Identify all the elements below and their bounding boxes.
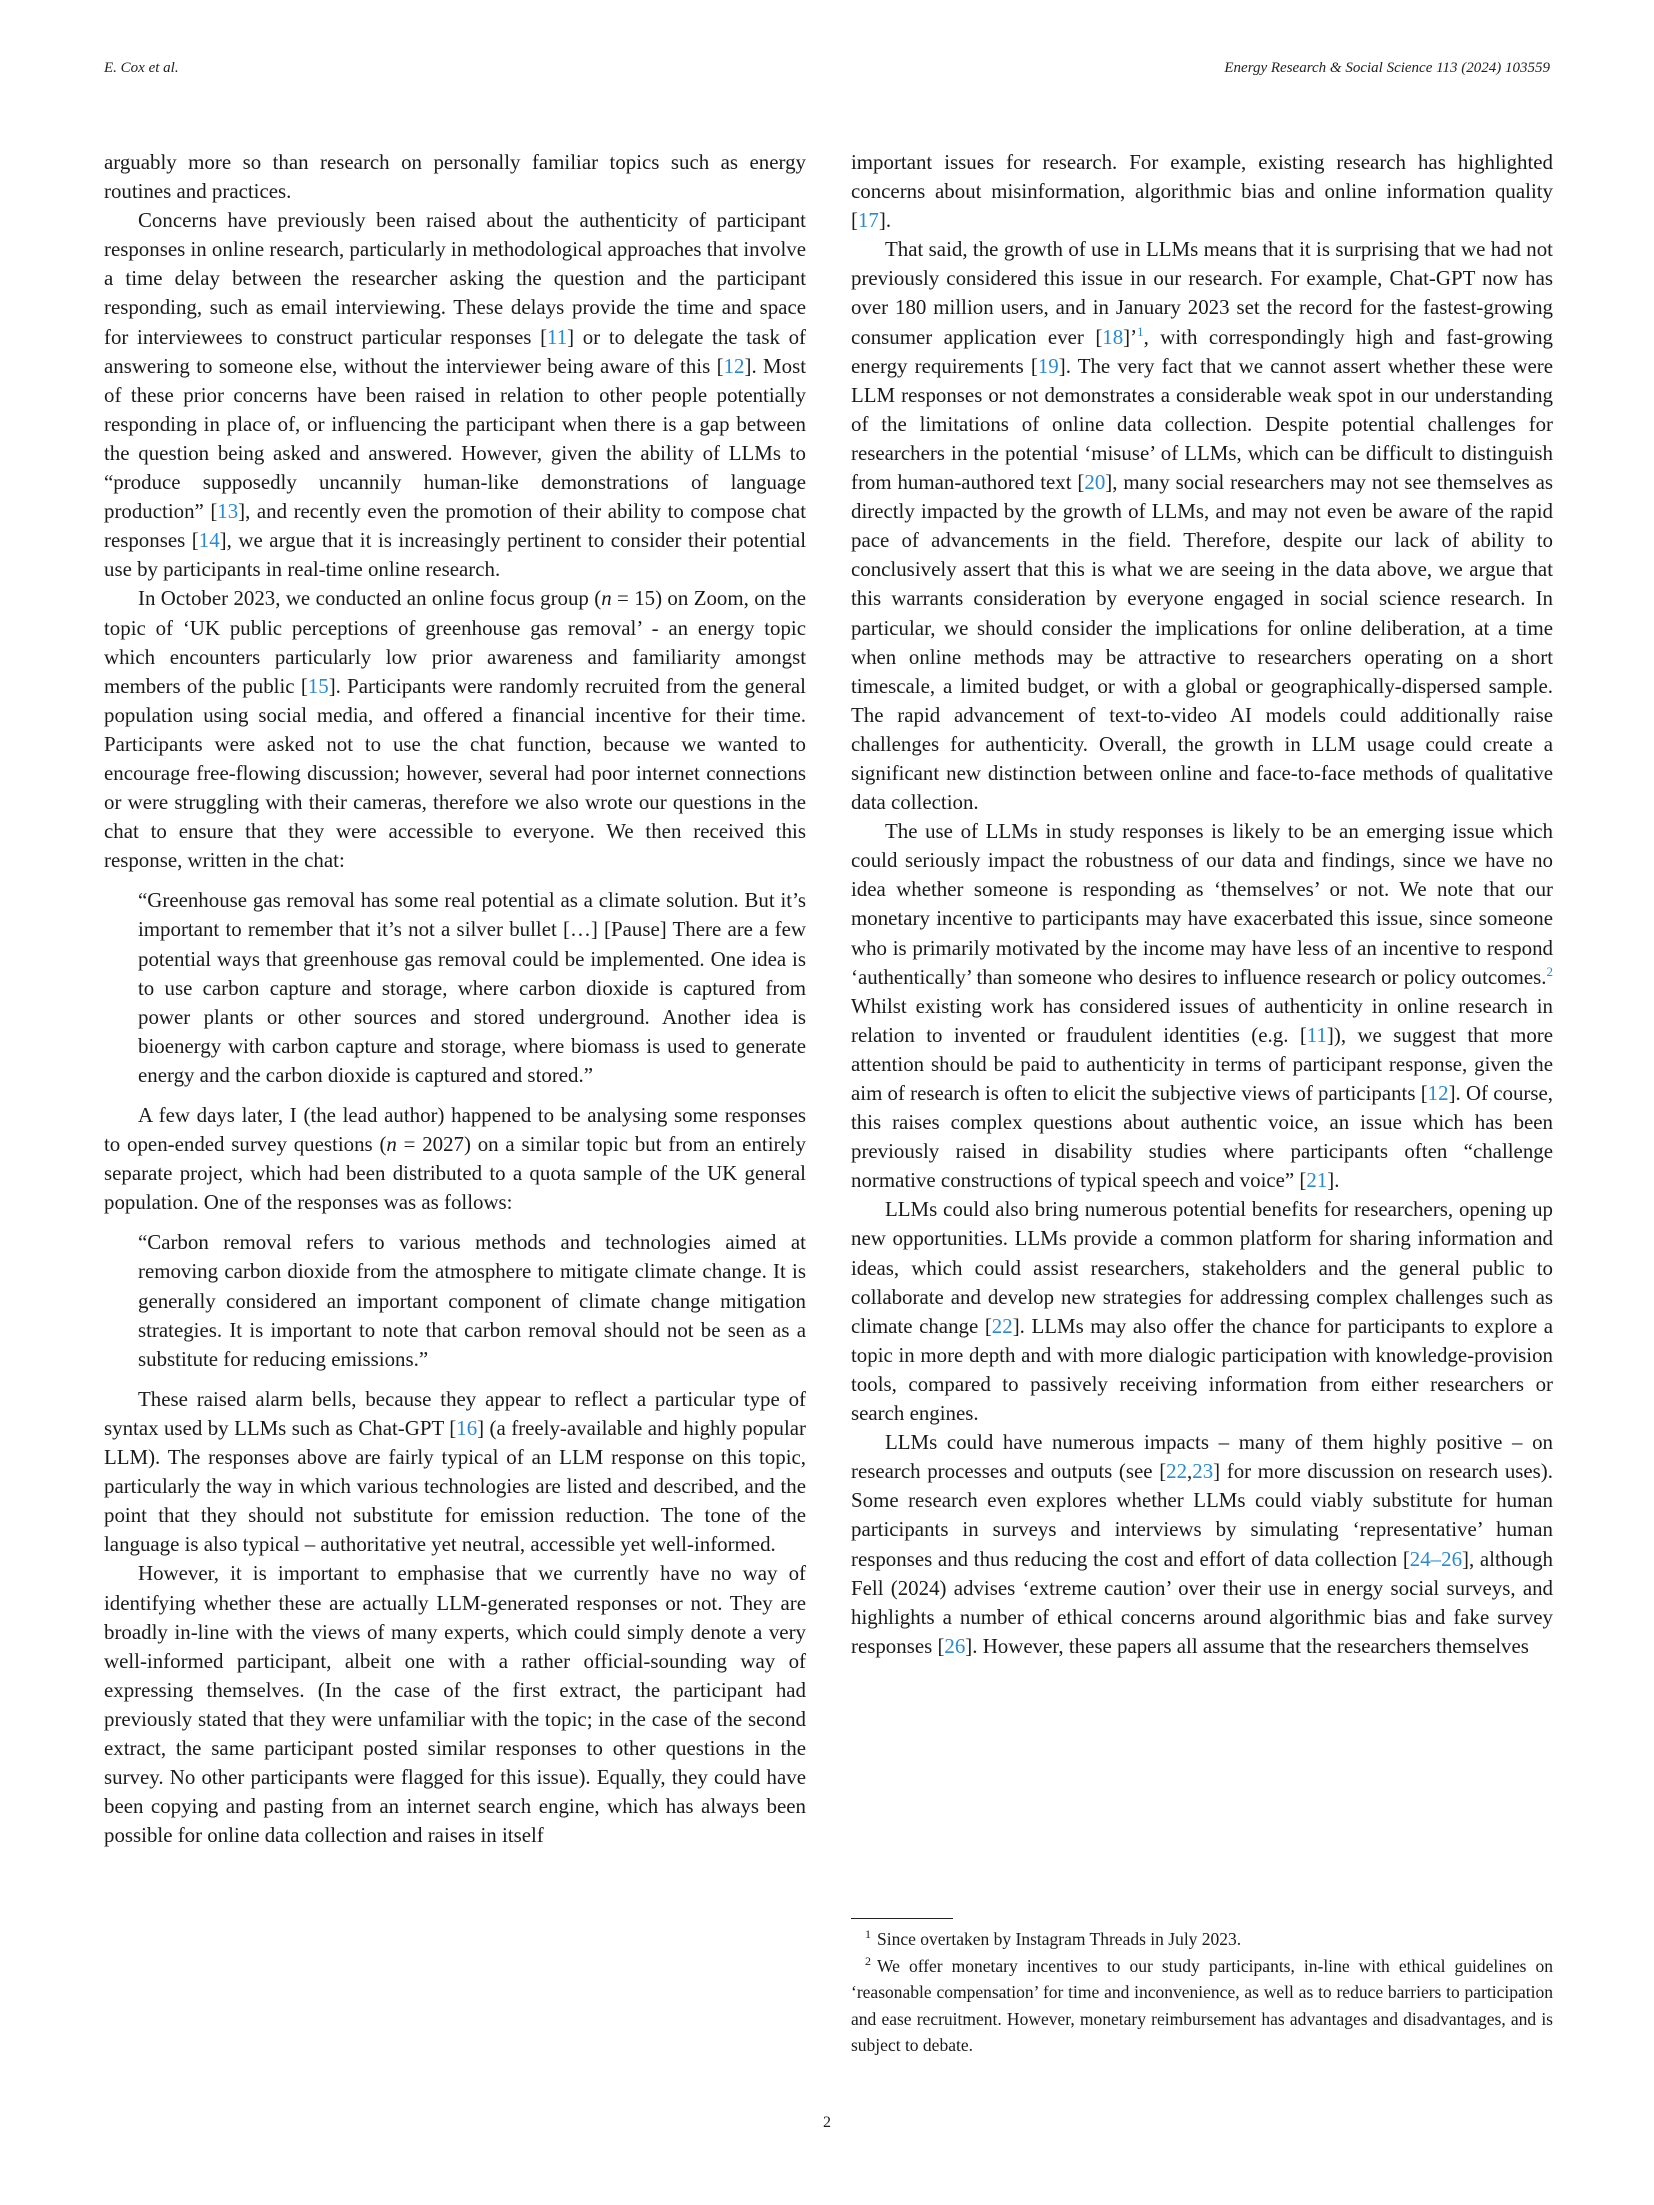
paragraph-text: ], many social researchers may not see themselves as directly impacted by the growth of LLMs, and may not even be aware of the rapid pace of advancements in the field. Therefore, despite our lack of ability to conclusively assert that this is what we are seeing in the data above, we argue that this warrants consideration by everyone engaged in social science research. In particular, we should consider the implications for online deliberation, at a time when online methods may be attractive to researchers operating on a short timescale, a limited budget, or with a global or geographically-dispersed sample. The rapid advancement of text-to-video AI models could additionally raise challenges for authenticity. Overall, the growth in LLM usage could create a significant new distinction between online and face-to-face methods of qualitative data collection. [851, 470, 1553, 815]
paragraph-text: ]. LLMs may also offer the chance for participants to explore a topic in more depth and with more dialogic participation with knowledge-provision tools, compared to passively receiving information from either researchers or search engines. [851, 1313, 1553, 1426]
paragraph-text: In October 2023, we conducted an online focus group ( [138, 586, 602, 611]
page-number: 2 [823, 2114, 831, 2131]
paragraph-text: ], we argue that it is increasingly pertinent to consider their potential use by participants in real-time online research. [104, 528, 806, 582]
citation-link[interactable]: 26 [944, 1633, 966, 1658]
footnote [851, 1926, 1553, 1953]
footnote-marker[interactable]: 1 [1137, 323, 1144, 339]
paragraph: LLMs could have numerous impacts – many of them highly positive – on research processes and outputs (see [22,23] for more discussion on research uses). Some research even explores whether LLMs could viably substitute for human participants in surveys and interviews by simulating ‘representative’ human responses and thus reducing the cost and effort of data collection [24–26], although Fell (2024) advises ‘extreme caution’ over their use in energy social surveys, and highlights a number of ethical concerns around algorithmic bias and fake survey responses [26]. However, these papers all assume that the researchers themselves [851, 1430, 1553, 1658]
paragraph-text: That said, the growth of use in LLMs means that it is surprising that we had not previously considered this issue in our research. For example, Chat-GPT now has over 180 million users, and in January 2023 set the record for the fastest-growing consumer application ever [ [851, 237, 1553, 349]
paragraph-text: ] or to delegate the task of answering to someone else, without the interviewer being aware of this [ [104, 324, 806, 378]
paragraph-text: ], and recently even the promotion of their ability to compose chat responses [ [104, 499, 806, 553]
paragraph [851, 817, 1553, 1195]
paragraph-text: ]ʼ [1123, 324, 1138, 349]
citation-link[interactable]: 13 [217, 499, 239, 524]
paragraph [104, 206, 806, 584]
paragraph [851, 148, 1553, 235]
citation-link[interactable]: 14 [198, 528, 220, 553]
footnote-number: 1 [865, 1927, 871, 1942]
paragraph-text: ] for more discussion on research uses). Some research even explores whether LLMs could viably substitute for human participants in surveys and interviews by simulating ‘representative’ human responses and thus reducing the cost and effort of data collection [ [851, 1459, 1553, 1571]
paragraph-text: = 15) on Zoom, on the topic of ‘UK public perceptions of greenhouse gas removal’ - an energy topic which encounters particularly low prior awareness and familiarity amongst members of the public [ [104, 586, 806, 698]
paragraph [851, 1195, 1553, 1428]
paragraph-text: ]. Most of these prior concerns have been raised in relation to other people potentially responding in place of, or influencing the participant when there is a gap between the question being asked and answered. However, given the ability of LLMs to “produce supposedly uncannily human-like demonstrations of language production” [ [104, 353, 807, 524]
paragraph [104, 584, 806, 875]
paragraph-text: important issues for research. For example, existing research has highlighted concerns about misinformation, algorithmic bias and online information quality [ [851, 150, 1553, 233]
running-header-authors: E. Cox et al. [104, 60, 179, 76]
math-variable: n [601, 586, 612, 611]
paragraph-text: arguably more so than research on personally familiar topics such as energy routines and practices. [104, 150, 806, 204]
citation-link[interactable]: 23 [1192, 1459, 1214, 1484]
paragraph-text: , with correspondingly high and fast-growing energy requirements [ [851, 324, 1553, 378]
paragraph [851, 235, 1553, 817]
citation-link[interactable]: 11 [547, 324, 568, 349]
paragraph-text: The use of LLMs in study responses is likely to be an emerging issue which could seriously impact the robustness of our data and findings, since we have no idea whether someone is responding as ‘themselves’ or not. We note that our monetary incentive to participants may have exacerbated this issue, since someone who is primarily motivated by the income may have less of an incentive to respond ‘authentically’ than someone who desires to influence research or policy outcomes. [851, 819, 1553, 989]
citation-link[interactable]: 17 [857, 208, 879, 233]
citation-link[interactable]: 22 [991, 1313, 1013, 1338]
paragraph-text: LLMs could also bring numerous potential benefits for researchers, opening up new opportunities. LLMs provide a common platform for sharing information and ideas, which could assist researchers, stakeholders and the general public to collaborate and develop new strategies for addressing complex challenges such as climate change [ [851, 1197, 1553, 1338]
citation-link[interactable]: 19 [1037, 353, 1059, 378]
left-column [104, 148, 806, 1850]
paragraph-text: However, it is important to emphasise that we currently have no way of identifying whether these are actually LLM-generated responses or not. They are broadly in-line with the views of many experts, which could simply denote a very well-informed participant, albeit one with a rather official-sounding way of expressing themselves. (In the case of the first extract, the participant had previously stated that they were unfamiliar with the topic; in the case of the second extract, the same participant posted similar responses to other questions in the survey. No other participants were flagged for this issue). Equally, they could have been copying and pasting from an internet search engine, which has always been possible for online data collection and raises in itself [104, 1561, 806, 1848]
paragraph-text: ], although Fell (2024) advises ‘extreme caution’ over their use in energy social surveys, and highlights a number of ethical concerns around algorithmic bias and fake survey responses [ [851, 1546, 1553, 1658]
paragraph-text: These raised alarm bells, because they appear to reflect a particular type of syntax used by LLMs such as Chat-GPT [ [104, 1386, 806, 1440]
paragraph-text: Whilst existing work has considered issues of authenticity in online research in relation to invented or fraudulent identities (e.g. [ [851, 993, 1553, 1047]
paragraph-text: ]. The very fact that we cannot assert whether these were LLM responses or not demonstrates a considerable weak spot in our understanding of the limitations of online data collection. Despite potential challenges for researchers in the potential ‘misuse’ of LLMs, which can be difficult to distinguish from human-authored text [ [851, 353, 1553, 495]
citation-link[interactable]: 16 [456, 1415, 478, 1440]
block-quote: “Carbon removal refers to various methods and technologies aimed at removing carbon dioxide from the atmosphere to mitigate climate change. It is generally considered an important component of climate change mitigation strategies. It is important to note that carbon removal should not be seen as a substitute for reducing emissions.” [138, 1230, 806, 1371]
citation-link[interactable]: 21 [1306, 1168, 1328, 1193]
citation-link[interactable]: 12 [1427, 1081, 1449, 1105]
paragraph [104, 148, 806, 206]
math-variable: n [386, 1132, 397, 1157]
citation-link[interactable]: 15 [307, 673, 329, 698]
paragraph-text: ]. Of course, this raises complex questions about authentic voice, an issue which has been previously raised in disability studies where participants often “challenge normative constructions of typical speech and voice” [ [851, 1081, 1553, 1193]
footnote [851, 1953, 1553, 2059]
footnote-number: 2 [865, 1953, 871, 1968]
running-header-journal: Energy Research & Social Science 113 (2024) 103559 [1224, 60, 1550, 76]
paragraph-text: = 2027) on a similar topic but from an entirely separate project, which had been distributed to a quota sample of the UK general population. One of the responses was as follows: [104, 1132, 806, 1215]
citation-link[interactable]: 22 [1166, 1459, 1188, 1484]
right-column [851, 148, 1553, 1661]
paragraph-text: ]. Participants were randomly recruited from the general population using social media, and offered a financial incentive for their time. Participants were asked not to use the chat function, because we wanted to encourage free-flowing discussion; however, several had poor internet connections or were struggling with their cameras, therefore we also wrote our questions in the chat to ensure that they were accessible to everyone. We then received this response, written in the chat: [104, 673, 806, 873]
paragraph-text: Concerns have previously been raised about the authenticity of participant responses in online research, particularly in methodological approaches that involve a time delay between the researcher asking the question and the participant responding, such as email interviewing. These delays provide the time and space for interviewees to construct particular responses [ [104, 208, 806, 349]
paragraph-text: ]. [1327, 1168, 1340, 1193]
footnote-divider [851, 1918, 953, 1919]
paragraph-text: ]. However, these papers all assume that the researchers themselves [965, 1633, 1529, 1658]
citation-link[interactable]: 18 [1102, 324, 1124, 349]
paragraph [104, 1559, 806, 1850]
footnote-text: Since overtaken by Instagram Threads in July 2023. [877, 1929, 1242, 1949]
paragraph-text: A few days later, I (the lead author) happened to be analysing some responses to open-ended survey questions ( [104, 1103, 806, 1157]
footnotes [851, 1926, 1553, 2059]
citation-link[interactable]: 20 [1084, 470, 1106, 495]
paragraph [104, 1385, 806, 1560]
paragraph-text: ]), we suggest that more attention should be paid to authenticity in terms of participant response, given the aim of research is often to elicit the subjective views of participants [ [851, 1022, 1553, 1105]
citation-link[interactable]: 24–26 [1409, 1546, 1463, 1571]
paragraph [104, 1101, 806, 1217]
footnote-marker[interactable]: 2 [1546, 963, 1553, 979]
paragraph-text: LLMs could have numerous impacts – many of them highly positive – on research processes and outputs (see [ [851, 1430, 1553, 1484]
footnote-text: We offer monetary incentives to our study participants, in-line with ethical guidelines on ‘reasonable compensation’ for time and inconvenience, as well as to reduce barriers to participation and ease recruitment. However, monetary reimbursement has advantages and disadvantages, and is subject to debate. [851, 1955, 1553, 2055]
paragraph-text: ]. [878, 208, 892, 233]
citation-link[interactable]: 12 [723, 353, 745, 378]
citation-link[interactable]: 11 [1306, 1022, 1327, 1047]
paragraph-text: ] (a freely-available and highly popular LLM). The responses above are fairly typical of an LLM response on this topic, particularly the way in which various technologies are listed and described, and the point that they should not substitute for emission reduction. The tone of the language is also typical – authoritative yet neutral, accessible yet well-informed. [104, 1415, 806, 1557]
block-quote: “Greenhouse gas removal has some real potential as a climate solution. But it’s important to remember that it’s not a silver bullet […] [Pause] There are a few potential ways that greenhouse gas removal could be implemented. One idea is to use carbon capture and storage, where carbon dioxide is captured from power plants or other sources and stored underground. Another idea is bioenergy with carbon capture and storage, where biomass is used to generate energy and the carbon dioxide is captured and stored.” [138, 888, 806, 1087]
